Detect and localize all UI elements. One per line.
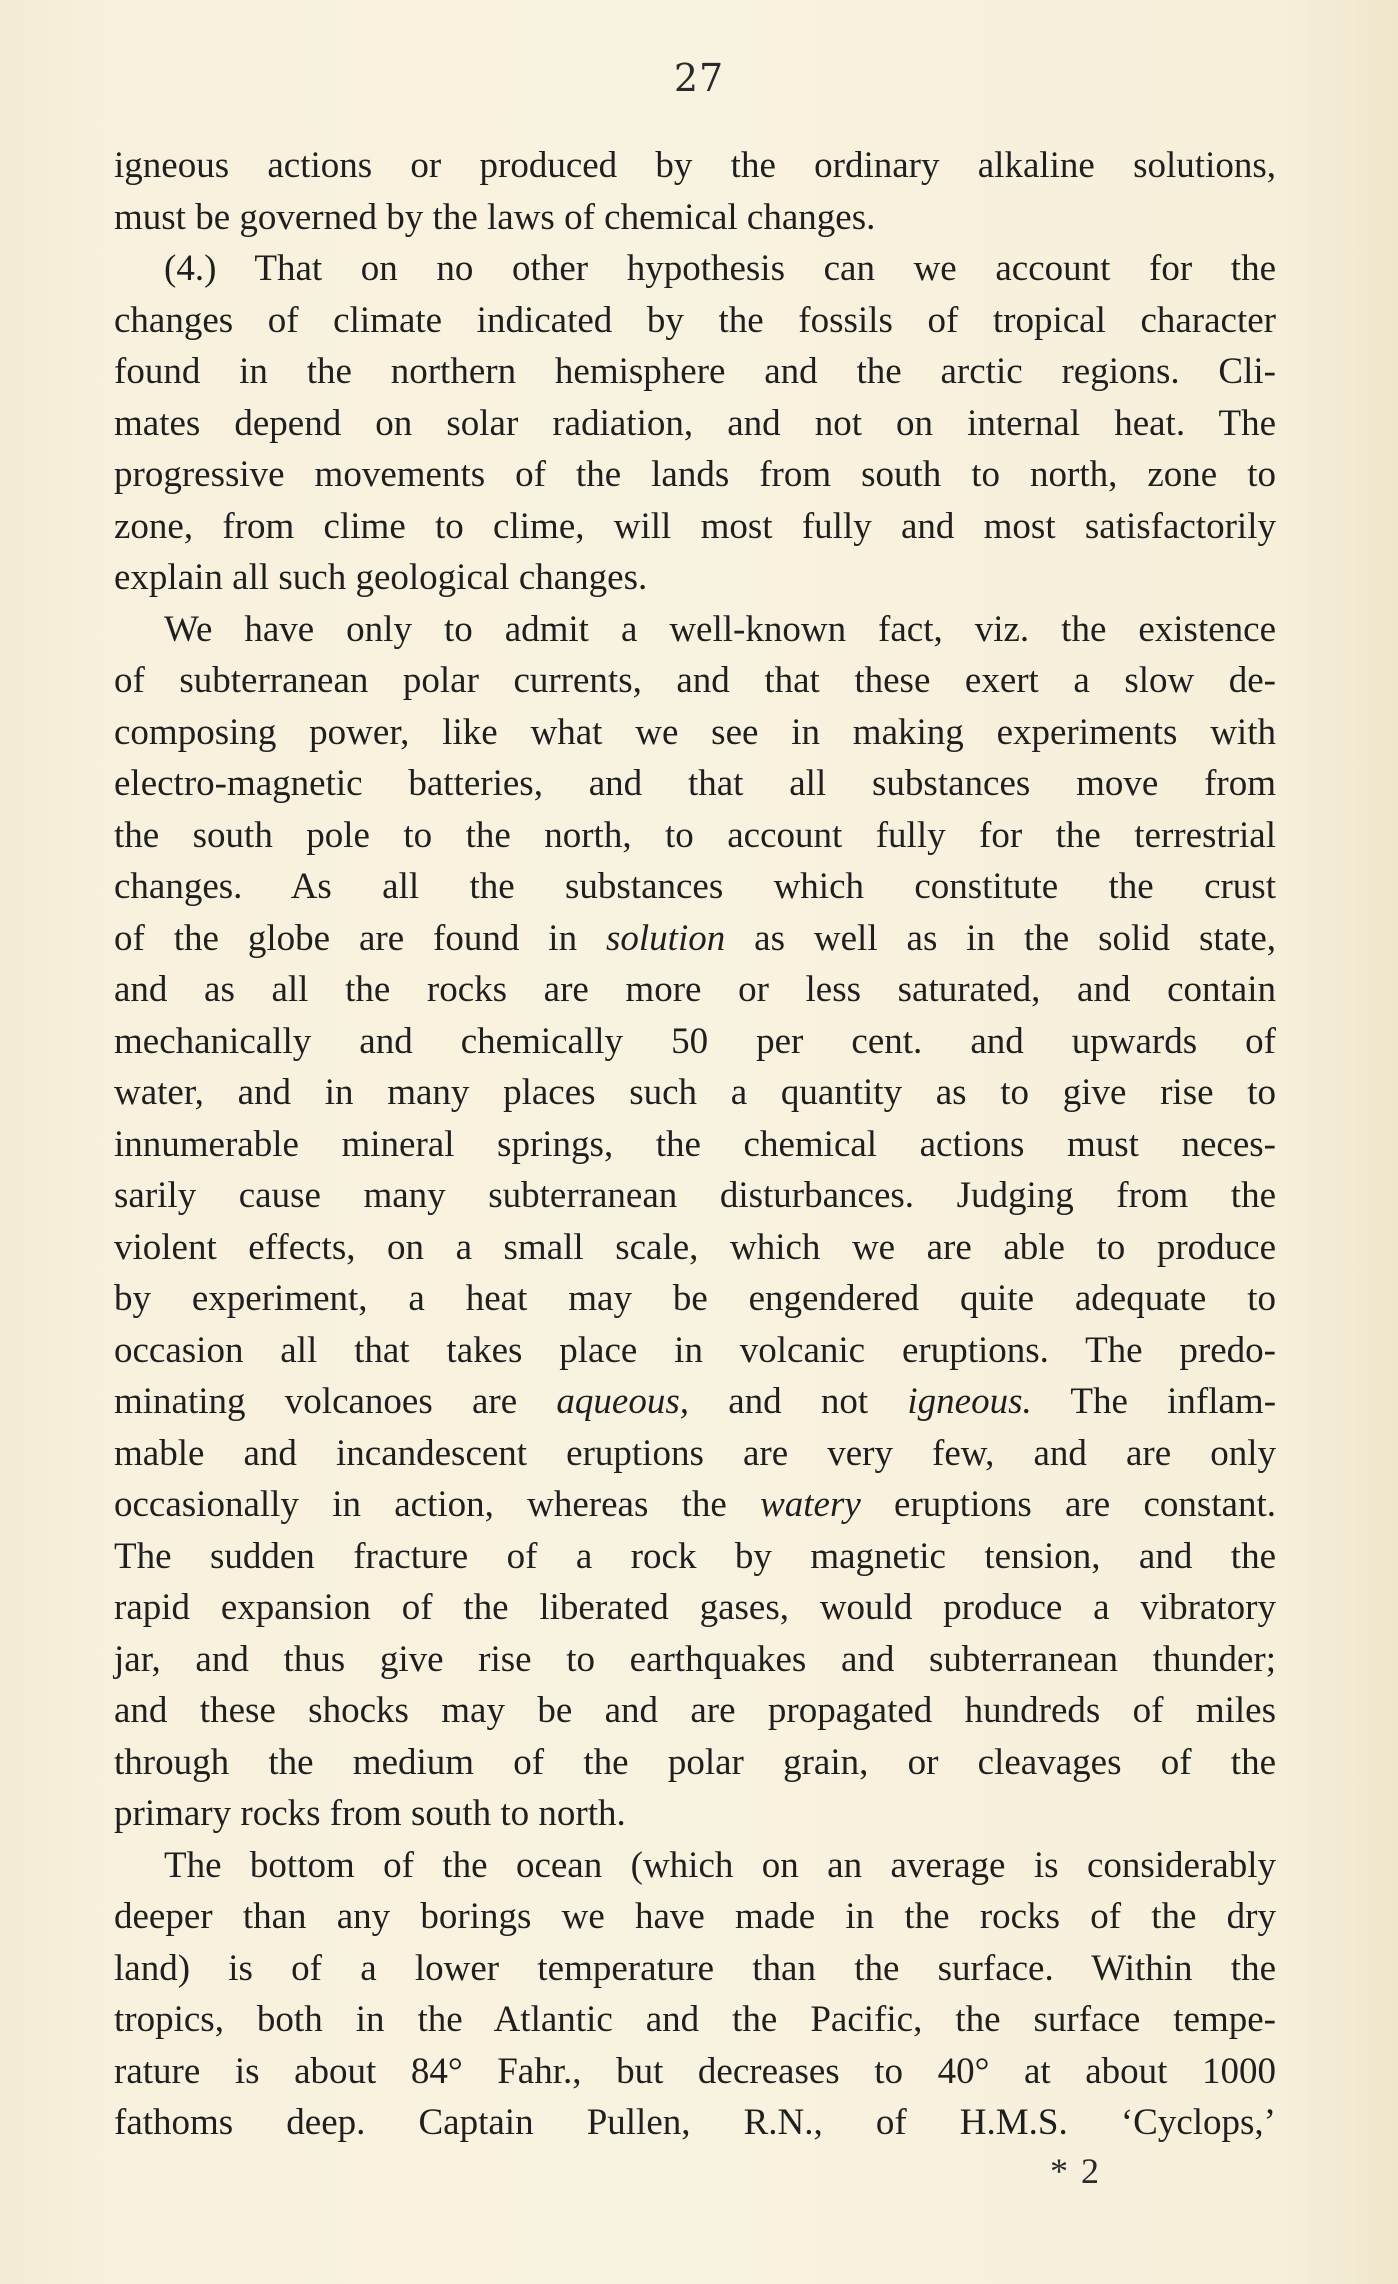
text-segment: primary rocks from south to north. — [114, 1793, 626, 1834]
text-segment: mates depend on solar radiation, and not on internal heat. The — [114, 402, 1276, 444]
text-segment: explain all such geological changes. — [114, 557, 648, 598]
text-segment: violent effects, on a small scale, which we are able to produce — [114, 1226, 1276, 1268]
italic-text: solution — [606, 917, 726, 959]
text-segment: of the globe are found in — [114, 917, 606, 959]
text-segment: composing power, like what we see in making experiments with — [114, 711, 1276, 753]
text-segment: through the medium of the polar grain, or cleavages of the — [114, 1741, 1276, 1783]
text-line — [114, 1479, 1276, 1531]
text-segment: The inflam- — [1031, 1381, 1277, 1422]
text-line — [114, 346, 1276, 398]
text-segment: water, and in many places such a quantity as to give rise to — [114, 1072, 1276, 1113]
text-line — [114, 192, 1276, 244]
text-line — [114, 1685, 1276, 1737]
text-segment: mable and incandescent eruptions are very few, and are only — [114, 1432, 1276, 1474]
text-segment: The bottom of the ocean (which on an average is considerably — [164, 1844, 1276, 1886]
text-segment: mechanically and chemically 50 per cent. and upwards of — [114, 1020, 1276, 1062]
text-line — [114, 1788, 1276, 1840]
text-segment: tropics, both in the Atlantic and the Pacific, the surface tempe- — [114, 1999, 1276, 2040]
text-segment: changes. As all the substances which constitute the crust — [114, 866, 1276, 907]
text-segment: sarily cause many subterranean disturbances. Judging from the — [114, 1175, 1276, 1216]
text-segment: rapid expansion of the liberated gases, would produce a vibratory — [114, 1587, 1276, 1628]
text-segment: eruptions are constant. — [860, 1484, 1277, 1525]
text-line — [114, 2046, 1276, 2098]
text-segment: progressive movements of the lands from south to north, zone to — [114, 454, 1276, 495]
text-line — [114, 295, 1276, 347]
text-line — [114, 398, 1276, 450]
text-line — [114, 1273, 1276, 1325]
text-line — [114, 1428, 1276, 1480]
text-line — [114, 1376, 1276, 1428]
page-number: 27 — [673, 56, 725, 100]
text-line — [114, 501, 1276, 553]
text-segment: land) is of a lower temperature than the surface. Within the — [114, 1947, 1276, 1989]
text-line — [114, 1840, 1276, 1892]
text-segment: jar, and thus give rise to earthquakes and subterranean thunder; — [114, 1638, 1276, 1680]
text-line — [114, 913, 1276, 965]
text-line — [114, 655, 1276, 707]
text-segment: by experiment, a heat may be engendered quite adequate to — [114, 1278, 1276, 1319]
italic-text: aqueous, — [556, 1381, 689, 1422]
text-line — [114, 1222, 1276, 1274]
text-segment: occasionally in action, whereas the — [114, 1484, 761, 1525]
text-segment: found in the northern hemisphere and the arctic regions. Cli- — [114, 351, 1276, 392]
text-line — [114, 1531, 1276, 1583]
text-segment: of subterranean polar currents, and that these exert a slow de- — [114, 660, 1276, 701]
text-line — [114, 1994, 1276, 2046]
text-segment: igneous actions or produced by the ordinary alkaline solutions, — [114, 145, 1276, 186]
italic-text: igneous. — [907, 1381, 1032, 1422]
text-line — [114, 243, 1276, 295]
text-line — [114, 810, 1276, 862]
text-line — [114, 604, 1276, 656]
text-line — [114, 964, 1276, 1016]
text-segment: zone, from clime to clime, will most fully and most satisfactorily — [114, 505, 1276, 547]
text-segment: and not — [688, 1381, 908, 1422]
text-segment: deeper than any borings we have made in the rocks of the dry — [114, 1896, 1276, 1937]
text-line — [114, 1737, 1276, 1789]
text-line — [114, 1943, 1276, 1995]
text-line — [114, 1325, 1276, 1377]
text-line — [114, 1634, 1276, 1686]
text-line — [114, 758, 1276, 810]
text-segment: minating volcanoes are — [114, 1381, 557, 1422]
text-segment: and these shocks may be and are propagated hundreds of miles — [114, 1690, 1276, 1731]
text-line — [114, 1119, 1276, 1171]
text-line — [114, 1170, 1276, 1222]
text-line — [114, 1016, 1276, 1068]
text-segment: the south pole to the north, to account fully for the terrestrial — [114, 814, 1276, 856]
text-line — [114, 140, 1276, 192]
text-segment: changes of climate indicated by the fossils of tropical character — [114, 299, 1276, 341]
text-line — [114, 1891, 1276, 1943]
text-line — [114, 1067, 1276, 1119]
text-line — [114, 1582, 1276, 1634]
italic-text: watery — [760, 1484, 861, 1525]
body-text — [114, 140, 1276, 2149]
text-line — [114, 707, 1276, 759]
text-segment: occasion all that takes place in volcanic eruptions. The predo- — [114, 1329, 1276, 1371]
text-line — [114, 552, 1276, 604]
text-segment: electro-magnetic batteries, and that all substances move from — [114, 763, 1276, 804]
text-line — [114, 861, 1276, 913]
text-segment: rature is about 84° Fahr., but decreases to 40° at about 1000 — [114, 2050, 1276, 2092]
signature-mark: * 2 — [1050, 2151, 1101, 2191]
text-line — [114, 449, 1276, 501]
text-segment: The sudden fracture of a rock by magnetic tension, and the — [114, 1535, 1276, 1577]
text-segment: We have only to admit a well-known fact, viz. the existence — [164, 608, 1276, 650]
text-line — [114, 2097, 1276, 2149]
text-segment: and as all the rocks are more or less saturated, and contain — [114, 969, 1276, 1010]
text-segment: as well as in the solid state, — [725, 917, 1276, 959]
text-segment: must be governed by the laws of chemical changes. — [114, 196, 876, 238]
text-segment: fathoms deep. Captain Pullen, R.N., of H.M.S. ‘Cyclops,’ — [114, 2102, 1276, 2143]
text-segment: innumerable mineral springs, the chemical actions must neces- — [114, 1123, 1276, 1165]
text-segment: (4.) That on no other hypothesis can we account for the — [164, 248, 1276, 289]
